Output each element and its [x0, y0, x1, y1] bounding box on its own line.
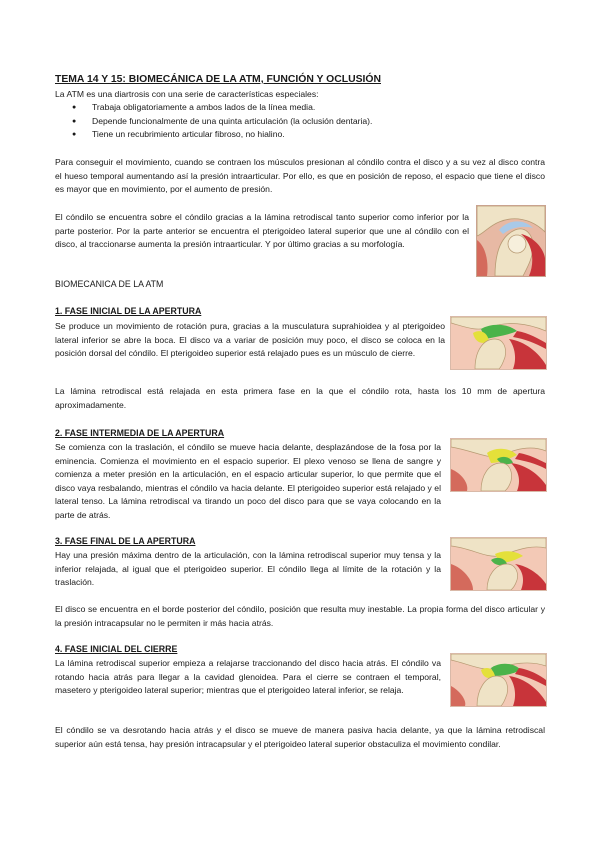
list-item: ● Trabaja obligatoriamente a ambos lados de la línea media. — [72, 101, 372, 115]
phase4-diagram — [450, 653, 547, 707]
phase3-diagram-icon — [451, 538, 546, 590]
phase2-text: Se comienza con la traslación, el cóndilo se mueve hacia delante, desplazándose de la fosa por la eminencia. Comienza el movimiento en el espacio superior. El plexo venoso se llena de sangre y comienza a meter presión en la articulación, en el espacio articular superior, lo que permite que el disco vaya resbalando, mientras el cóndilo va hacia delante. El pterigoideo superior está relajado y el lateral tenso. La lámina retrodiscal va tirando un poco del disco para que se vaya colocando en la parte de atrás. — [55, 442, 441, 520]
phase3-followup: El disco se encuentra en el borde posterior del cóndilo, posición que resulta muy inestable. La propia forma del disco articular y la presión intracapsular no le permiten ir más hacia atrás. — [55, 604, 545, 628]
phase2-diagram — [450, 438, 547, 492]
characteristics-list — [72, 101, 372, 142]
phase1-heading: 1. FASE INICIAL DE LA APERTURA — [55, 306, 202, 316]
phase4-followup: El cóndilo se va desrotando hacia atrás y el disco se mueve de manera pasiva hacia delante, ya que la lámina retrodiscal superior aún está tensa, hay presión intracapsular y el pterigoideo lateral superior obstaculiza el movimiento condilar. — [55, 725, 545, 749]
phase4-diagram-icon — [451, 654, 546, 706]
list-item: ● Depende funcionalmente de una quinta articulación (la oclusión dentaria). — [72, 115, 372, 129]
paragraph-movement: Para conseguir el movimiento, cuando se contraen los músculos presionan al cóndilo contra el disco y a su vez al disco contra el hueso temporal aumentando así la presión intraarticular. Por ello, es que en posición de reposo, el espacio que tiene el disco es mayor que en movimiento, por el aumento de presión. — [55, 157, 545, 195]
phase4-heading: 4. FASE INICIAL DEL CIERRE — [55, 644, 178, 654]
phase3-text: Hay una presión máxima dentro de la articulación, con la lámina retrodiscal superior muy tensa y la inferior relajada, al igual que el pterigoideo superior. El cóndilo llega al límite de la rotación y la traslación. — [55, 550, 441, 588]
tmj-anatomy-icon — [477, 206, 545, 276]
phase3-heading: 3. FASE FINAL DE LA APERTURA — [55, 536, 196, 546]
section-title: BIOMECANICA DE LA ATM — [55, 279, 164, 289]
phase1-diagram — [450, 316, 547, 370]
list-item: ● Tiene un recubrimiento articular fibroso, no hialino. — [72, 128, 372, 142]
phase1-text: Se produce un movimiento de rotación pura, gracias a la musculatura suprahioidea y al pterigoideo lateral inferior se abre la boca. El disco va a variar de posición muy poco, el disco se coloca en la posición dorsal del cóndilo. El pterigoideo superior está relajado pues es un músculo de cierre. — [55, 321, 445, 359]
intro-text: La ATM es una diartrosis con una serie de características especiales: — [55, 89, 319, 99]
phase2-heading: 2. FASE INTERMEDIA DE LA APERTURA — [55, 428, 225, 438]
phase4-text: La lámina retrodiscal superior empieza a relajarse traccionando del disco hacia atrás. El cóndilo va rotando hacia atrás para llegar a la cavidad glenoidea. Para el cierre se contraen el temporal, masetero y pterigoideo lateral superior; mientras que el pterigoideo lateral inferior, se relaja. — [55, 658, 441, 696]
page-title: TEMA 14 Y 15: BIOMECÁNICA DE LA ATM, FUNCIÓN Y OCLUSIÓN — [55, 74, 381, 85]
phase3-diagram — [450, 537, 547, 591]
phase1-diagram-icon — [451, 317, 546, 369]
phase2-diagram-icon — [451, 439, 546, 491]
tmj-anatomy-illustration — [476, 205, 546, 277]
paragraph-condyle: El cóndilo se encuentra sobre el cóndilo gracias a la lámina retrodiscal tanto superior como inferior por la parte posterior. Por la parte anterior se encuentra el pterigoideo lateral superior que une al cóndilo con el disco, al traccionarse aumenta la presión intraarticular. Y por último gracias a su morfología. — [55, 212, 469, 250]
phase1-followup: La lámina retrodiscal está relajada en esta primera fase en la que el cóndilo rota, hasta los 10 mm de apertura aproximadamente. — [55, 386, 545, 410]
